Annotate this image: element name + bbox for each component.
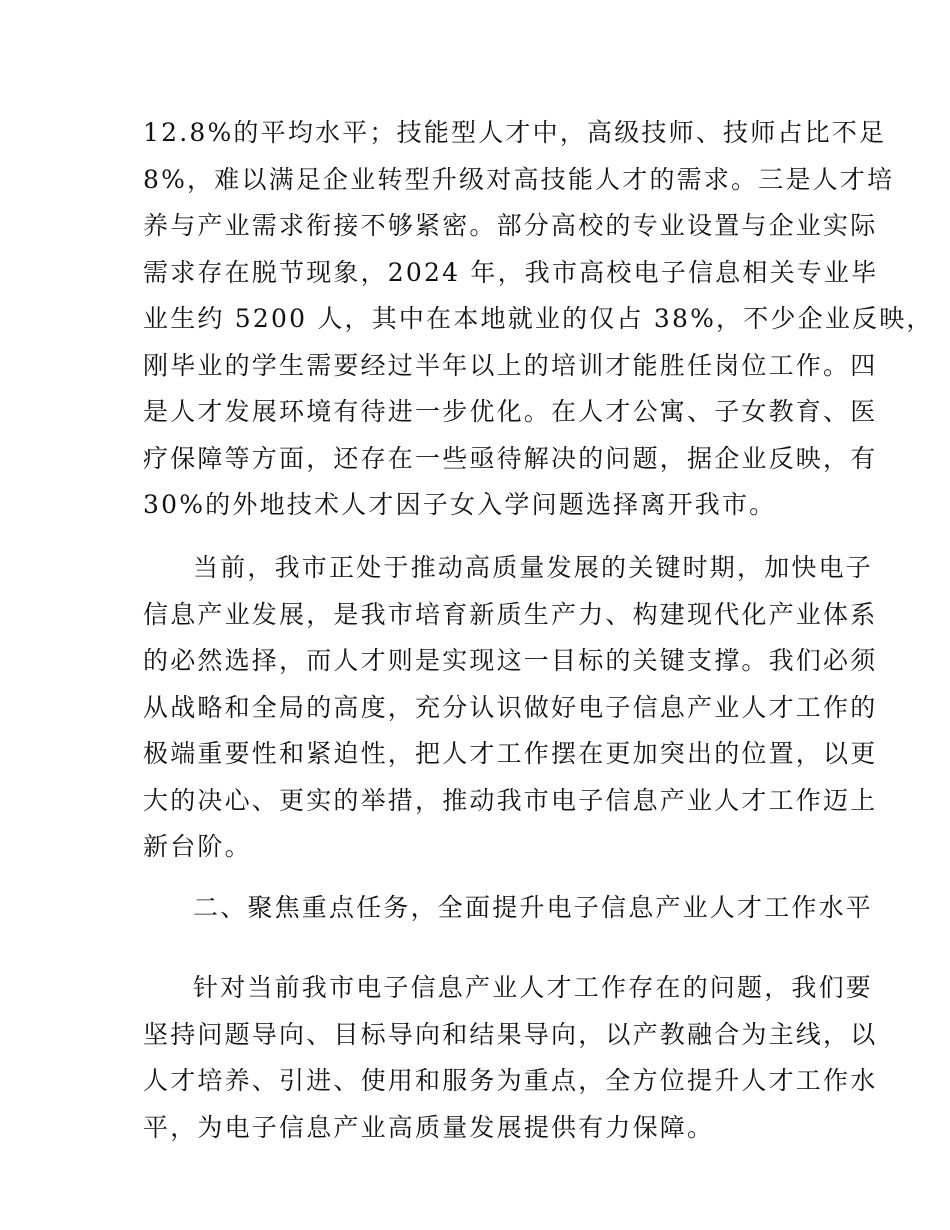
paragraph-line: 大的决心、更实的举措，推动我市电子信息产业人才工作迈上	[143, 785, 878, 815]
section-heading-text: 二、聚焦重点任务，全面提升电子信息产业人才工作水平	[193, 893, 874, 922]
paragraph-line: 人才培养、引进、使用和服务为重点，全方位提升人才工作水	[143, 1066, 878, 1095]
paragraph-line: 疗保障等方面，还存在一些亟待解决的问题，据企业反映，有	[143, 443, 878, 473]
paragraph-line: 刚毕业的学生需要经过半年以上的培训才能胜任岗位工作。四	[143, 350, 878, 380]
paragraph-3	[143, 965, 878, 1151]
paragraph-line: 12.8%的平均水平；技能型人才中，高级技师、技师占比不足	[143, 118, 887, 147]
paragraph-line: 8%，难以满足企业转型升级对高技能人才的需求。三是人才培	[143, 164, 895, 194]
paragraph-line: 针对当前我市电子信息产业人才工作存在的问题，我们要	[193, 973, 874, 1002]
paragraph-line: 坚持问题导向、目标导向和结果导向，以产教融合为主线，以	[143, 1019, 878, 1049]
paragraph-line: 从战略和全局的高度，充分认识做好电子信息产业人才工作的	[143, 692, 878, 722]
paragraph-line: 当前，我市正处于推动高质量发展的关键时期，加快电子	[193, 553, 874, 582]
paragraph-line: 的必然选择，而人才则是实现这一目标的关键支撑。我们必须	[143, 646, 878, 675]
paragraph-line: 30%的外地技术人才因子女入学问题选择离开我市。	[143, 490, 777, 519]
section-heading	[143, 885, 874, 932]
paragraph-line: 极端重要性和紧迫性，把人才工作摆在更加突出的位置，以更	[143, 739, 878, 768]
paragraph-line: 新台阶。	[143, 832, 252, 861]
paragraph-line: 是人才发展环境有待进一步优化。在人才公寓、子女教育、医	[143, 397, 878, 426]
paragraph-1	[143, 110, 934, 529]
paragraph-line: 平，为电子信息产业高质量发展提供有力保障。	[143, 1112, 715, 1142]
paragraph-line: 业生约 5200 人，其中在本地就业的仅占 38%，不少企业反映，	[143, 304, 934, 333]
paragraph-line: 信息产业发展，是我市培育新质生产力、构建现代化产业体系	[143, 599, 878, 629]
paragraph-line: 养与产业需求衔接不够紧密。部分高校的专业设置与企业实际	[143, 211, 878, 240]
paragraph-2	[143, 545, 878, 871]
paragraph-line: 需求存在脱节现象，2024 年，我市高校电子信息相关专业毕	[143, 257, 879, 287]
